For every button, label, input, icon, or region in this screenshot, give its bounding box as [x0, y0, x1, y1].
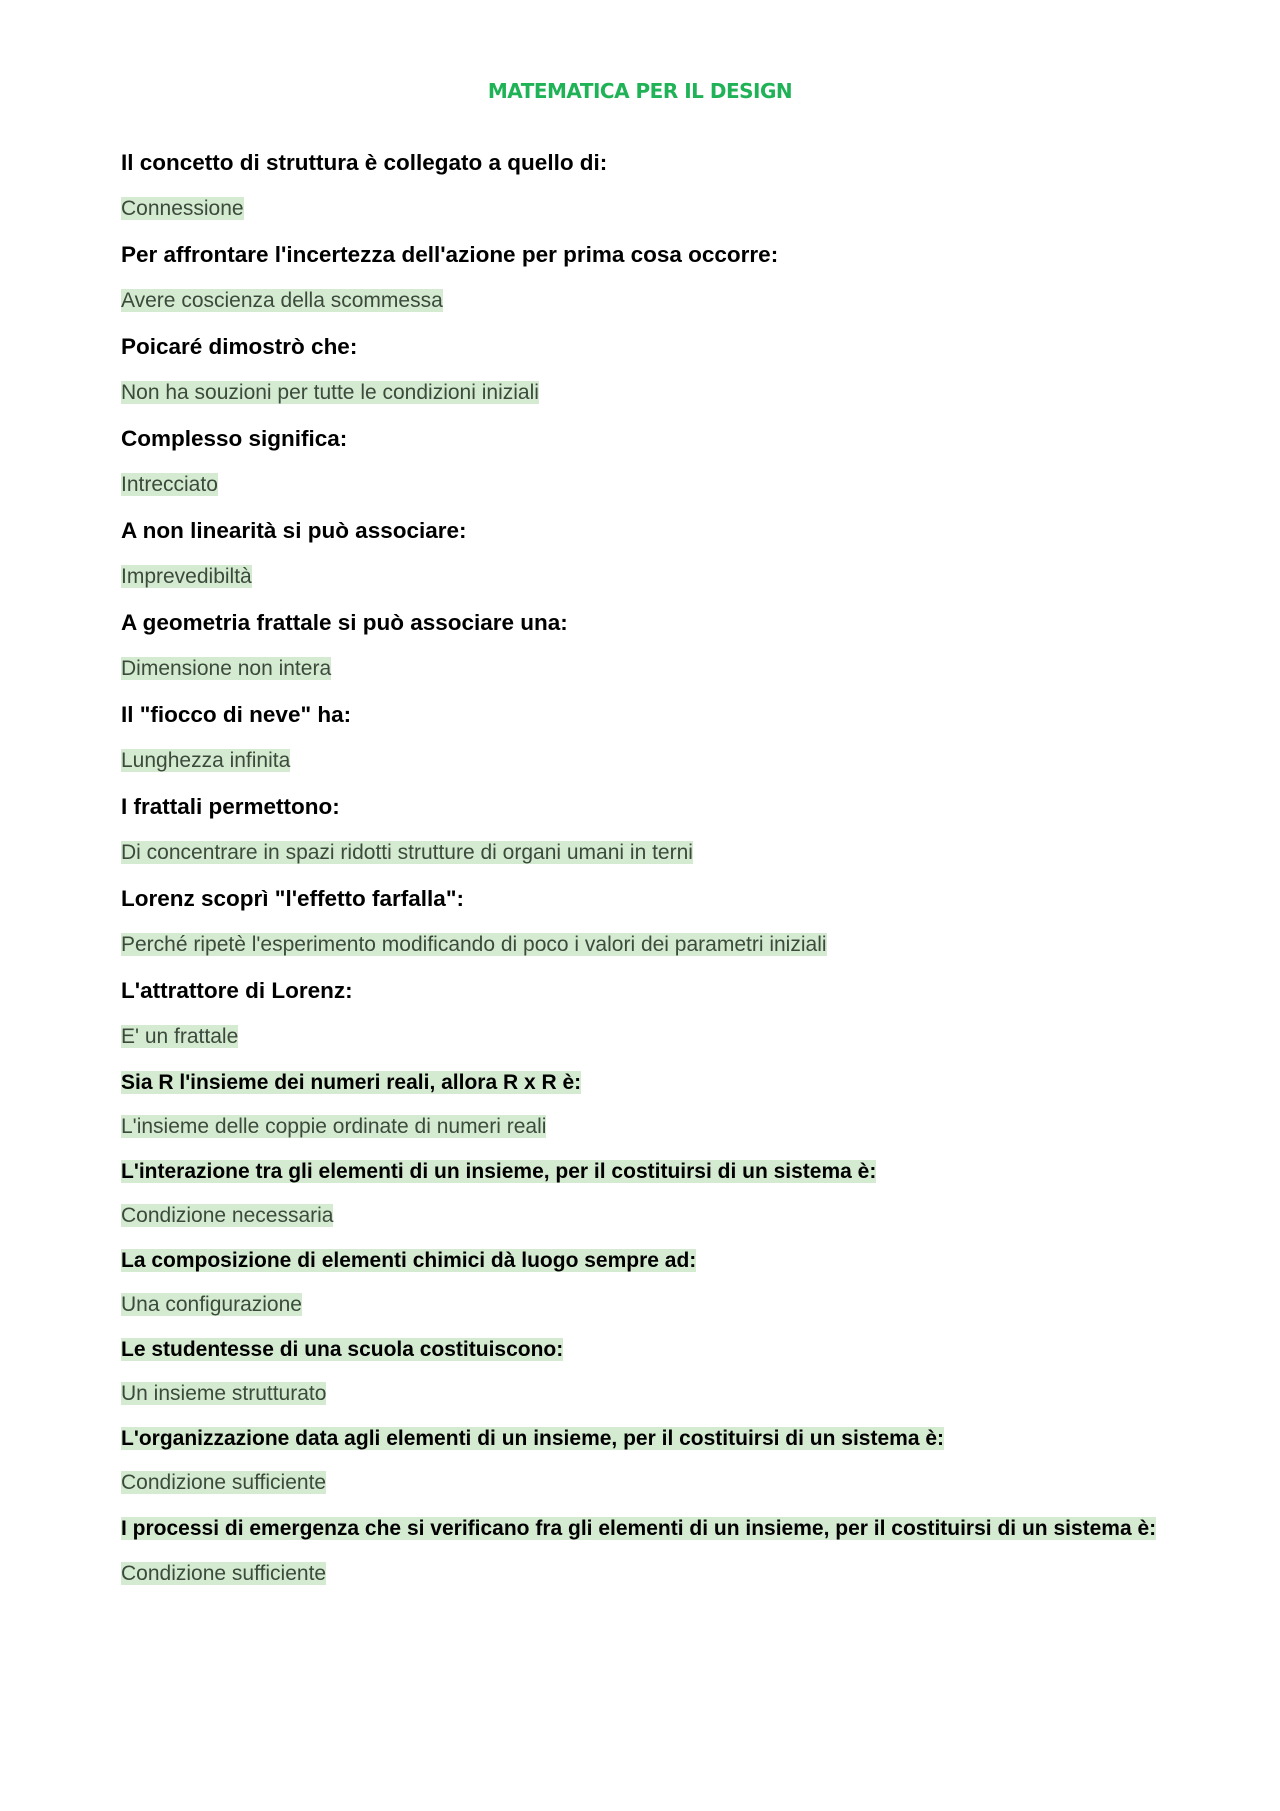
answer-text [121, 471, 1161, 499]
qa-item [121, 1514, 1161, 1588]
qa-item [121, 1247, 1161, 1319]
answer-text [121, 1380, 1161, 1408]
answer-highlight: Connessione [121, 197, 244, 220]
answer-text [121, 1023, 1161, 1051]
question-highlight: Sia R l'insieme dei numeri reali, allora R x R è: [121, 1071, 582, 1094]
qa-item [121, 241, 1161, 315]
answer-text [121, 287, 1161, 315]
question-text [121, 1247, 1161, 1275]
qa-item [121, 1158, 1161, 1230]
document-title: MATEMATICA PER IL DESIGN [487, 79, 793, 103]
question-text [121, 1425, 1161, 1453]
qa-item [121, 149, 1161, 223]
question-highlight: Le studentesse di una scuola costituiscono: [121, 1338, 564, 1361]
answer-text [121, 839, 1161, 867]
qa-item [121, 425, 1161, 499]
answer-highlight: Avere coscienza della scommessa [121, 289, 443, 312]
answer-text [121, 1291, 1161, 1319]
answer-highlight: Perché ripetè l'esperimento modificando di poco i valori dei parametri iniziali [121, 933, 827, 956]
answer-highlight: L'insieme delle coppie ordinate di numeri reali [121, 1115, 547, 1138]
answer-highlight: Una configurazione [121, 1293, 302, 1316]
qa-item [121, 885, 1161, 959]
answer-highlight: Imprevedibiltà [121, 565, 252, 588]
question-highlight: L'organizzazione data agli elementi di un insieme, per il costituirsi di un sistema è: [121, 1427, 945, 1450]
question-text: Poicaré dimostrò che: [121, 334, 358, 359]
answer-highlight: Lunghezza infinita [121, 749, 291, 772]
answer-text [121, 1113, 1161, 1141]
question-text: Lorenz scoprì "l'effetto farfalla": [121, 886, 464, 911]
answer-text [121, 379, 1161, 407]
qa-item [121, 977, 1161, 1051]
qa-item [121, 1069, 1161, 1141]
question-highlight: La composizione di elementi chimici dà luogo sempre ad: [121, 1249, 697, 1272]
qa-item [121, 793, 1161, 867]
answer-highlight: Condizione necessaria [121, 1204, 334, 1227]
answer-highlight: Condizione sufficiente [121, 1471, 327, 1494]
qa-item [121, 517, 1161, 591]
answer-highlight: Non ha souzioni per tutte le condizioni iniziali [121, 381, 539, 404]
answer-text [121, 655, 1161, 683]
qa-item [121, 701, 1161, 775]
question-text [121, 1069, 1161, 1097]
question-text: I frattali permettono: [121, 794, 340, 819]
question-text: Complesso significa: [121, 426, 348, 451]
answer-text [121, 931, 1161, 959]
question-text: Il concetto di struttura è collegato a quello di: [121, 150, 608, 175]
question-text: Il "fiocco di neve" ha: [121, 702, 352, 727]
question-text: A non linearità si può associare: [121, 518, 467, 543]
answer-highlight: Dimensione non intera [121, 657, 332, 680]
question-text: A geometria frattale si può associare una: [121, 610, 568, 635]
answer-text [121, 1469, 1161, 1497]
question-highlight: L'interazione tra gli elementi di un insieme, per il costituirsi di un sistema è: [121, 1160, 877, 1183]
answer-text [121, 1560, 1161, 1588]
qa-item [121, 1425, 1161, 1497]
answer-highlight: Condizione sufficiente [121, 1562, 327, 1585]
answer-highlight: Un insieme strutturato [121, 1382, 327, 1405]
answer-text [121, 563, 1161, 591]
question-text [121, 1158, 1161, 1186]
question-text: L'attrattore di Lorenz: [121, 978, 353, 1003]
answer-highlight: Di concentrare in spazi ridotti strutture di organi umani in terni [121, 841, 693, 864]
qa-item [121, 1336, 1161, 1408]
question-text: Per affrontare l'incertezza dell'azione per prima cosa occorre: [121, 242, 779, 267]
qa-list [121, 149, 1161, 1605]
answer-highlight: E' un frattale [121, 1025, 239, 1048]
question-highlight: I processi di emergenza che si verificano fra gli elementi di un insieme, per il costituirsi di un sistema è: [121, 1517, 1157, 1540]
answer-highlight: Intrecciato [121, 473, 218, 496]
answer-text [121, 1202, 1161, 1230]
qa-item [121, 609, 1161, 683]
question-text [121, 1336, 1161, 1364]
answer-text [121, 747, 1161, 775]
answer-text [121, 195, 1161, 223]
qa-item [121, 333, 1161, 407]
question-text [121, 1514, 1161, 1544]
